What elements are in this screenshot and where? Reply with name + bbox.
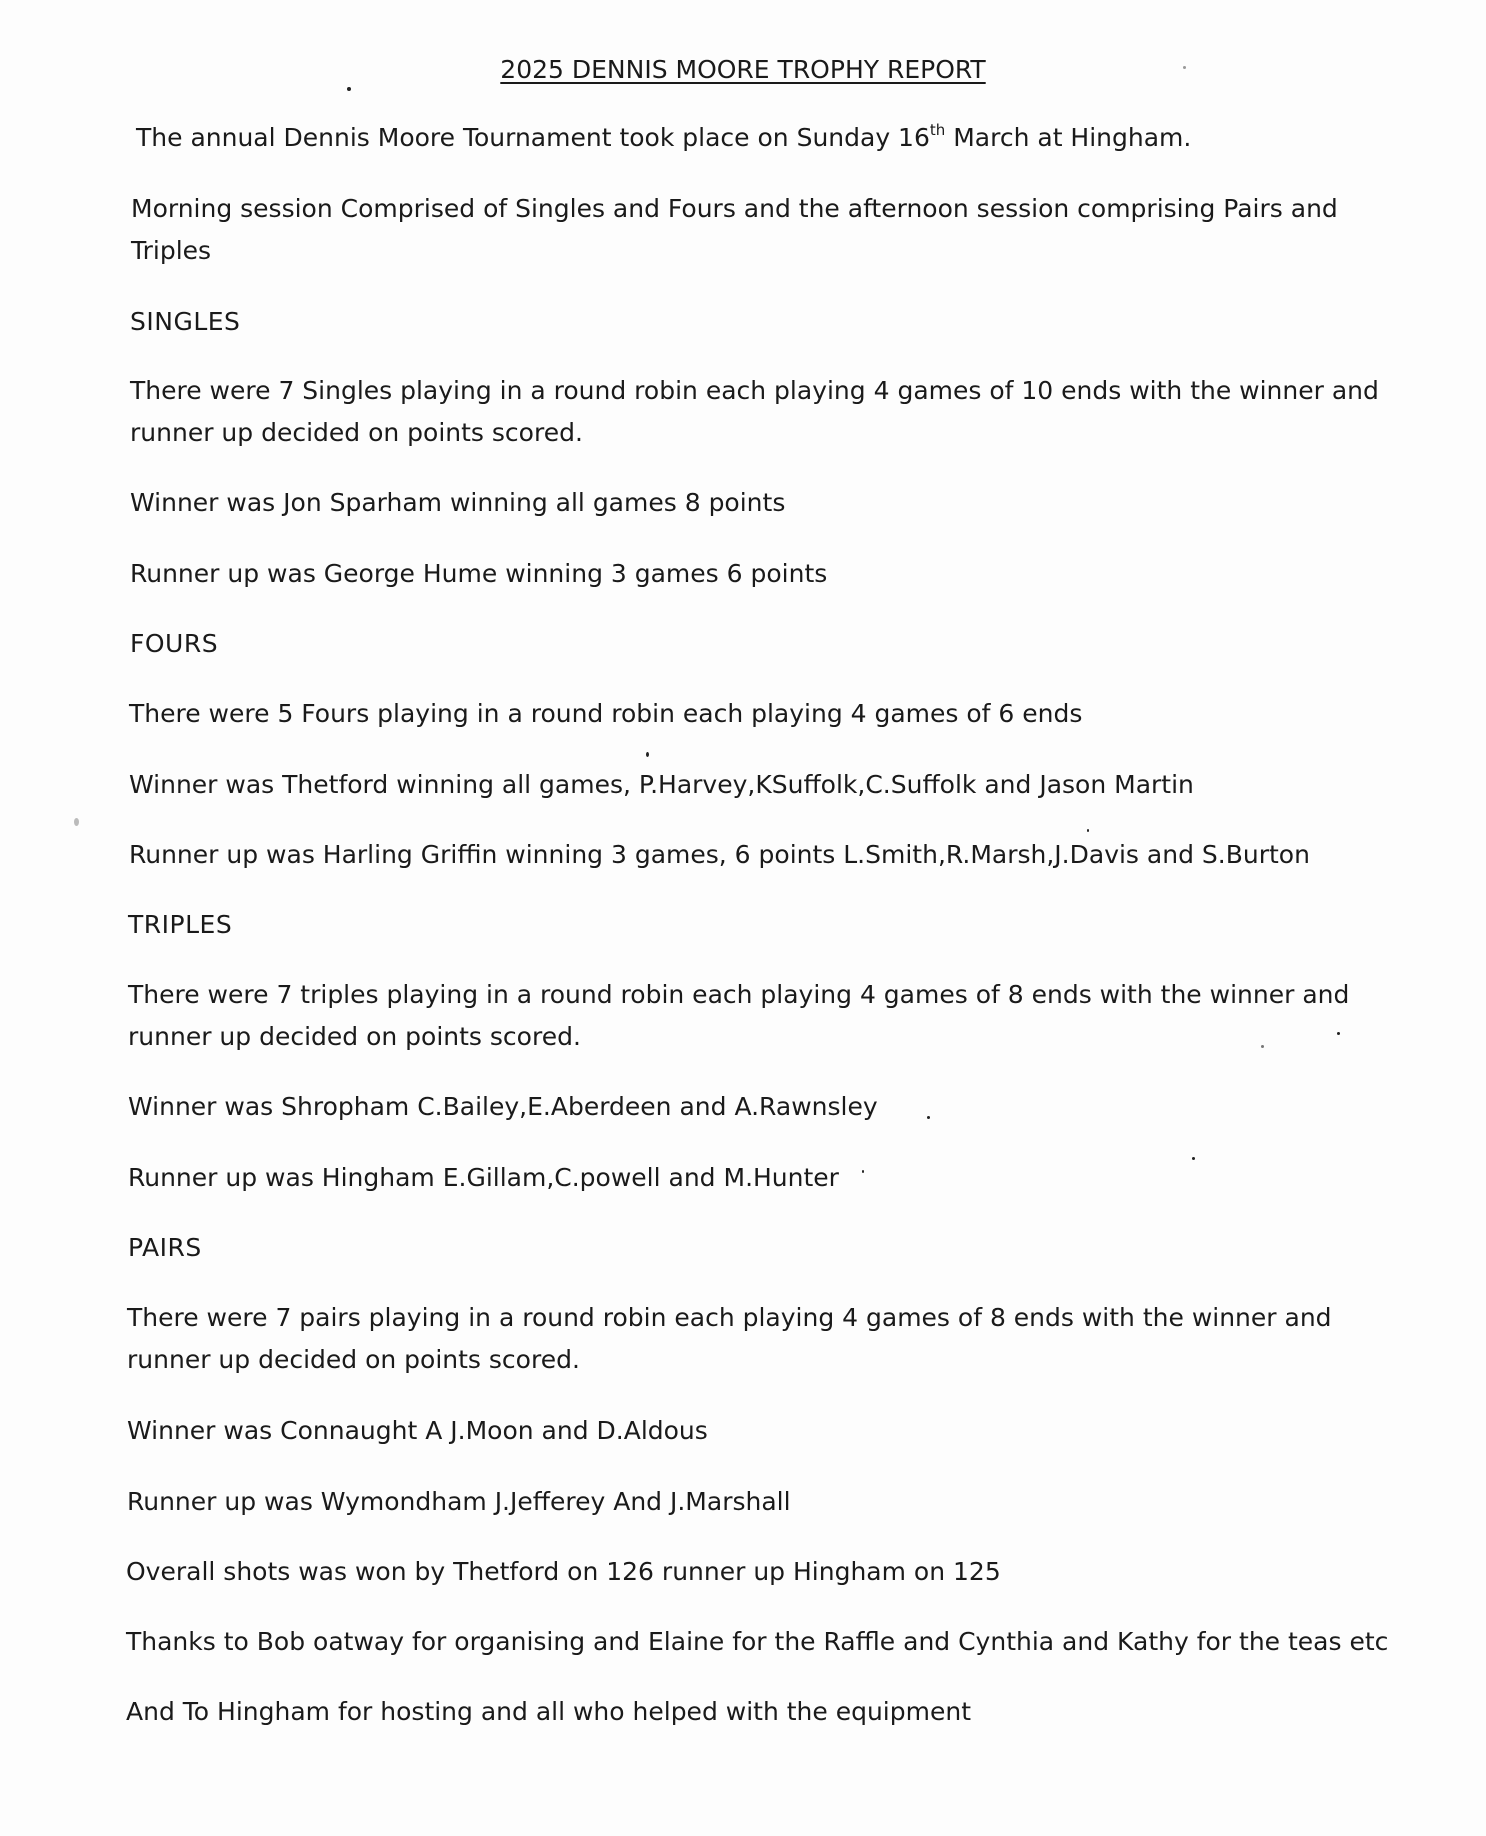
thanks-paragraph: Thanks to Bob oatway for organising and Elaine for the Raffle and Cynthia and Kathy for the teas etc xyxy=(126,1627,1389,1656)
pairs-winner: Winner was Connaught A J.Moon and D.Aldous xyxy=(127,1416,708,1445)
scan-speck xyxy=(347,87,351,91)
fours-runner-up: Runner up was Harling Griffin winning 3 games, 6 points L.Smith,R.Marsh,J.Davis and S.Burton xyxy=(129,840,1310,869)
scan-speck xyxy=(1261,1045,1264,1048)
triples-description: There were 7 triples playing in a round robin each playing 4 games of 8 ends with the winner and runner up decided on points scored. xyxy=(128,980,1350,1051)
scan-speck xyxy=(862,1170,864,1173)
singles-heading: SINGLES xyxy=(130,307,241,336)
scan-speck xyxy=(1337,1032,1340,1035)
closing-paragraph: And To Hingham for hosting and all who helped with the equipment xyxy=(126,1697,972,1726)
pairs-runner-up: Runner up was Wymondham J.Jefferey And J.Marshall xyxy=(127,1487,791,1516)
sessions-paragraph: Morning session Comprised of Singles and Fours and the afternoon session comprising Pairs and Triples xyxy=(131,194,1338,265)
fours-description: There were 5 Fours playing in a round robin each playing 4 games of 6 ends xyxy=(129,699,1083,728)
intro-text-end: March at Hingham. xyxy=(945,123,1192,152)
triples-heading: TRIPLES xyxy=(128,910,233,939)
triples-winner: Winner was Shropham C.Bailey,E.Aberdeen and A.Rawnsley xyxy=(128,1092,878,1121)
pairs-heading: PAIRS xyxy=(128,1233,202,1262)
overall-shots: Overall shots was won by Thetford on 126 runner up Hingham on 125 xyxy=(126,1557,1001,1586)
scan-speck xyxy=(1192,1157,1195,1160)
scan-speck xyxy=(74,818,79,826)
scan-speck xyxy=(927,1116,930,1119)
fours-heading: FOURS xyxy=(130,629,219,658)
singles-winner: Winner was Jon Sparham winning all games 8 points xyxy=(130,488,786,517)
intro-paragraph xyxy=(136,117,1396,159)
pairs-description: There were 7 pairs playing in a round robin each playing 4 games of 8 ends with the winner and runner up decided on points scored. xyxy=(127,1303,1332,1374)
triples-runner-up: Runner up was Hingham E.Gillam,C.powell and M.Hunter xyxy=(128,1163,839,1192)
singles-description: There were 7 Singles playing in a round robin each playing 4 games of 10 ends with the winner and runner up decided on points scored. xyxy=(130,376,1379,447)
scan-speck xyxy=(1087,829,1089,832)
intro-text: The annual Dennis Moore Tournament took place on Sunday 16 xyxy=(136,123,930,152)
fours-winner: Winner was Thetford winning all games, P.Harvey,KSuffolk,C.Suffolk and Jason Martin xyxy=(129,770,1194,799)
singles-runner-up: Runner up was George Hume winning 3 games 6 points xyxy=(130,559,828,588)
intro-ordinal-suffix: th xyxy=(929,120,946,139)
scan-speck xyxy=(1183,66,1186,69)
scan-speck xyxy=(646,752,649,757)
report-title: 2025 DENNIS MOORE TROPHY REPORT xyxy=(500,55,986,84)
